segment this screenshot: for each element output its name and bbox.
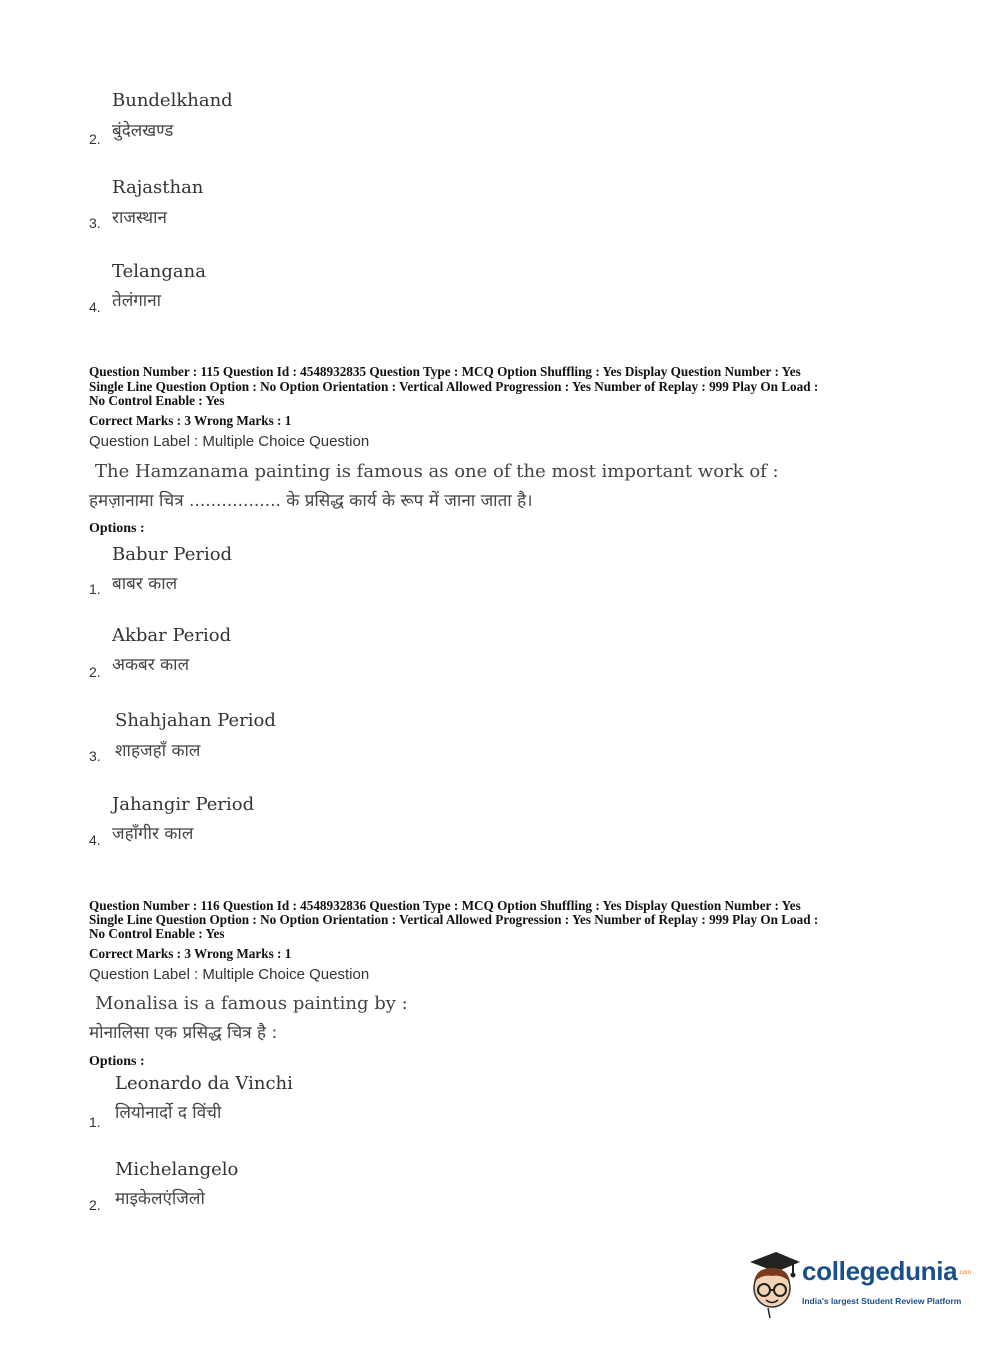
option-1-hindi: बाबर काल xyxy=(112,574,178,594)
option-2-number: 2. xyxy=(89,664,101,680)
option-3-hindi: शाहजहाँ काल xyxy=(115,741,201,761)
option-2-english: Michelangelo xyxy=(115,1159,239,1180)
option-1-number: 1. xyxy=(89,1114,101,1130)
option-1-english: Leonardo da Vinchi xyxy=(115,1073,293,1094)
question-meta-line: Question Number : 116 Question Id : 4548932836 Question Type : MCQ Option Shuffling : Yes Display Question Number : Yes xyxy=(89,898,801,913)
option-2-number: 2. xyxy=(89,1197,101,1213)
logo-domain: .com xyxy=(958,1270,972,1276)
logo-wordmark: collegedunia xyxy=(802,1256,958,1286)
option-4-english: Jahangir Period xyxy=(112,794,255,815)
option-4-number: 4. xyxy=(89,299,101,315)
option-3-number: 3. xyxy=(89,748,101,764)
question-text-hindi: मोनालिसा एक प्रसिद्ध चित्र है : xyxy=(89,1023,278,1043)
option-2-number: 2. xyxy=(89,131,101,147)
option-1-number: 1. xyxy=(89,581,101,597)
question-meta-line: Single Line Question Option : No Option Orientation : Vertical Allowed Progression : Yes Number of Replay : 999 Play On Load : xyxy=(89,912,819,927)
option-1-english: Babur Period xyxy=(112,544,233,565)
option-4-hindi: तेलंगाना xyxy=(112,291,162,311)
question-label: Question Label : Multiple Choice Question xyxy=(89,433,370,450)
question-marks: Correct Marks : 3 Wrong Marks : 1 xyxy=(89,413,292,428)
option-4-number: 4. xyxy=(89,832,101,848)
mascot-icon xyxy=(742,1248,802,1320)
logo-tagline: India's largest Student Review Platform xyxy=(802,1296,962,1306)
collegedunia-logo xyxy=(742,1248,972,1320)
option-2-hindi: बुंदेलखण्ड xyxy=(112,121,174,141)
options-heading: Options : xyxy=(89,521,145,536)
question-meta-line: No Control Enable : Yes xyxy=(89,926,225,941)
option-2-english: Akbar Period xyxy=(112,625,232,646)
option-2-hindi: माइकेलएंजिलो xyxy=(115,1189,205,1209)
question-marks: Correct Marks : 3 Wrong Marks : 1 xyxy=(89,946,292,961)
option-3-hindi: राजस्थान xyxy=(112,208,167,228)
option-1-hindi: लियोनार्दो द विंची xyxy=(115,1103,222,1123)
question-text-english: The Hamzanama painting is famous as one of the most important work of : xyxy=(95,461,779,482)
question-label: Question Label : Multiple Choice Question xyxy=(89,966,370,983)
question-meta-line: Question Number : 115 Question Id : 4548932835 Question Type : MCQ Option Shuffling : Yes Display Question Number : Yes xyxy=(89,364,801,379)
question-meta-line: No Control Enable : Yes xyxy=(89,393,225,408)
option-3-english: Shahjahan Period xyxy=(115,710,276,731)
option-3-english: Rajasthan xyxy=(112,177,204,198)
option-4-english: Telangana xyxy=(112,261,206,282)
option-2-hindi: अकबर काल xyxy=(112,655,190,675)
option-4-hindi: जहाँगीर काल xyxy=(112,824,194,844)
question-text-hindi: हमज़ानामा चित्र ................. के प्रसिद्ध कार्य के रूप में जाना जाता है। xyxy=(89,491,533,511)
question-text-english: Monalisa is a famous painting by : xyxy=(95,993,408,1014)
option-2-english: Bundelkhand xyxy=(112,90,233,111)
options-heading: Options : xyxy=(89,1054,145,1069)
option-3-number: 3. xyxy=(89,215,101,231)
question-meta-line: Single Line Question Option : No Option Orientation : Vertical Allowed Progression : Yes Number of Replay : 999 Play On Load : xyxy=(89,379,819,394)
